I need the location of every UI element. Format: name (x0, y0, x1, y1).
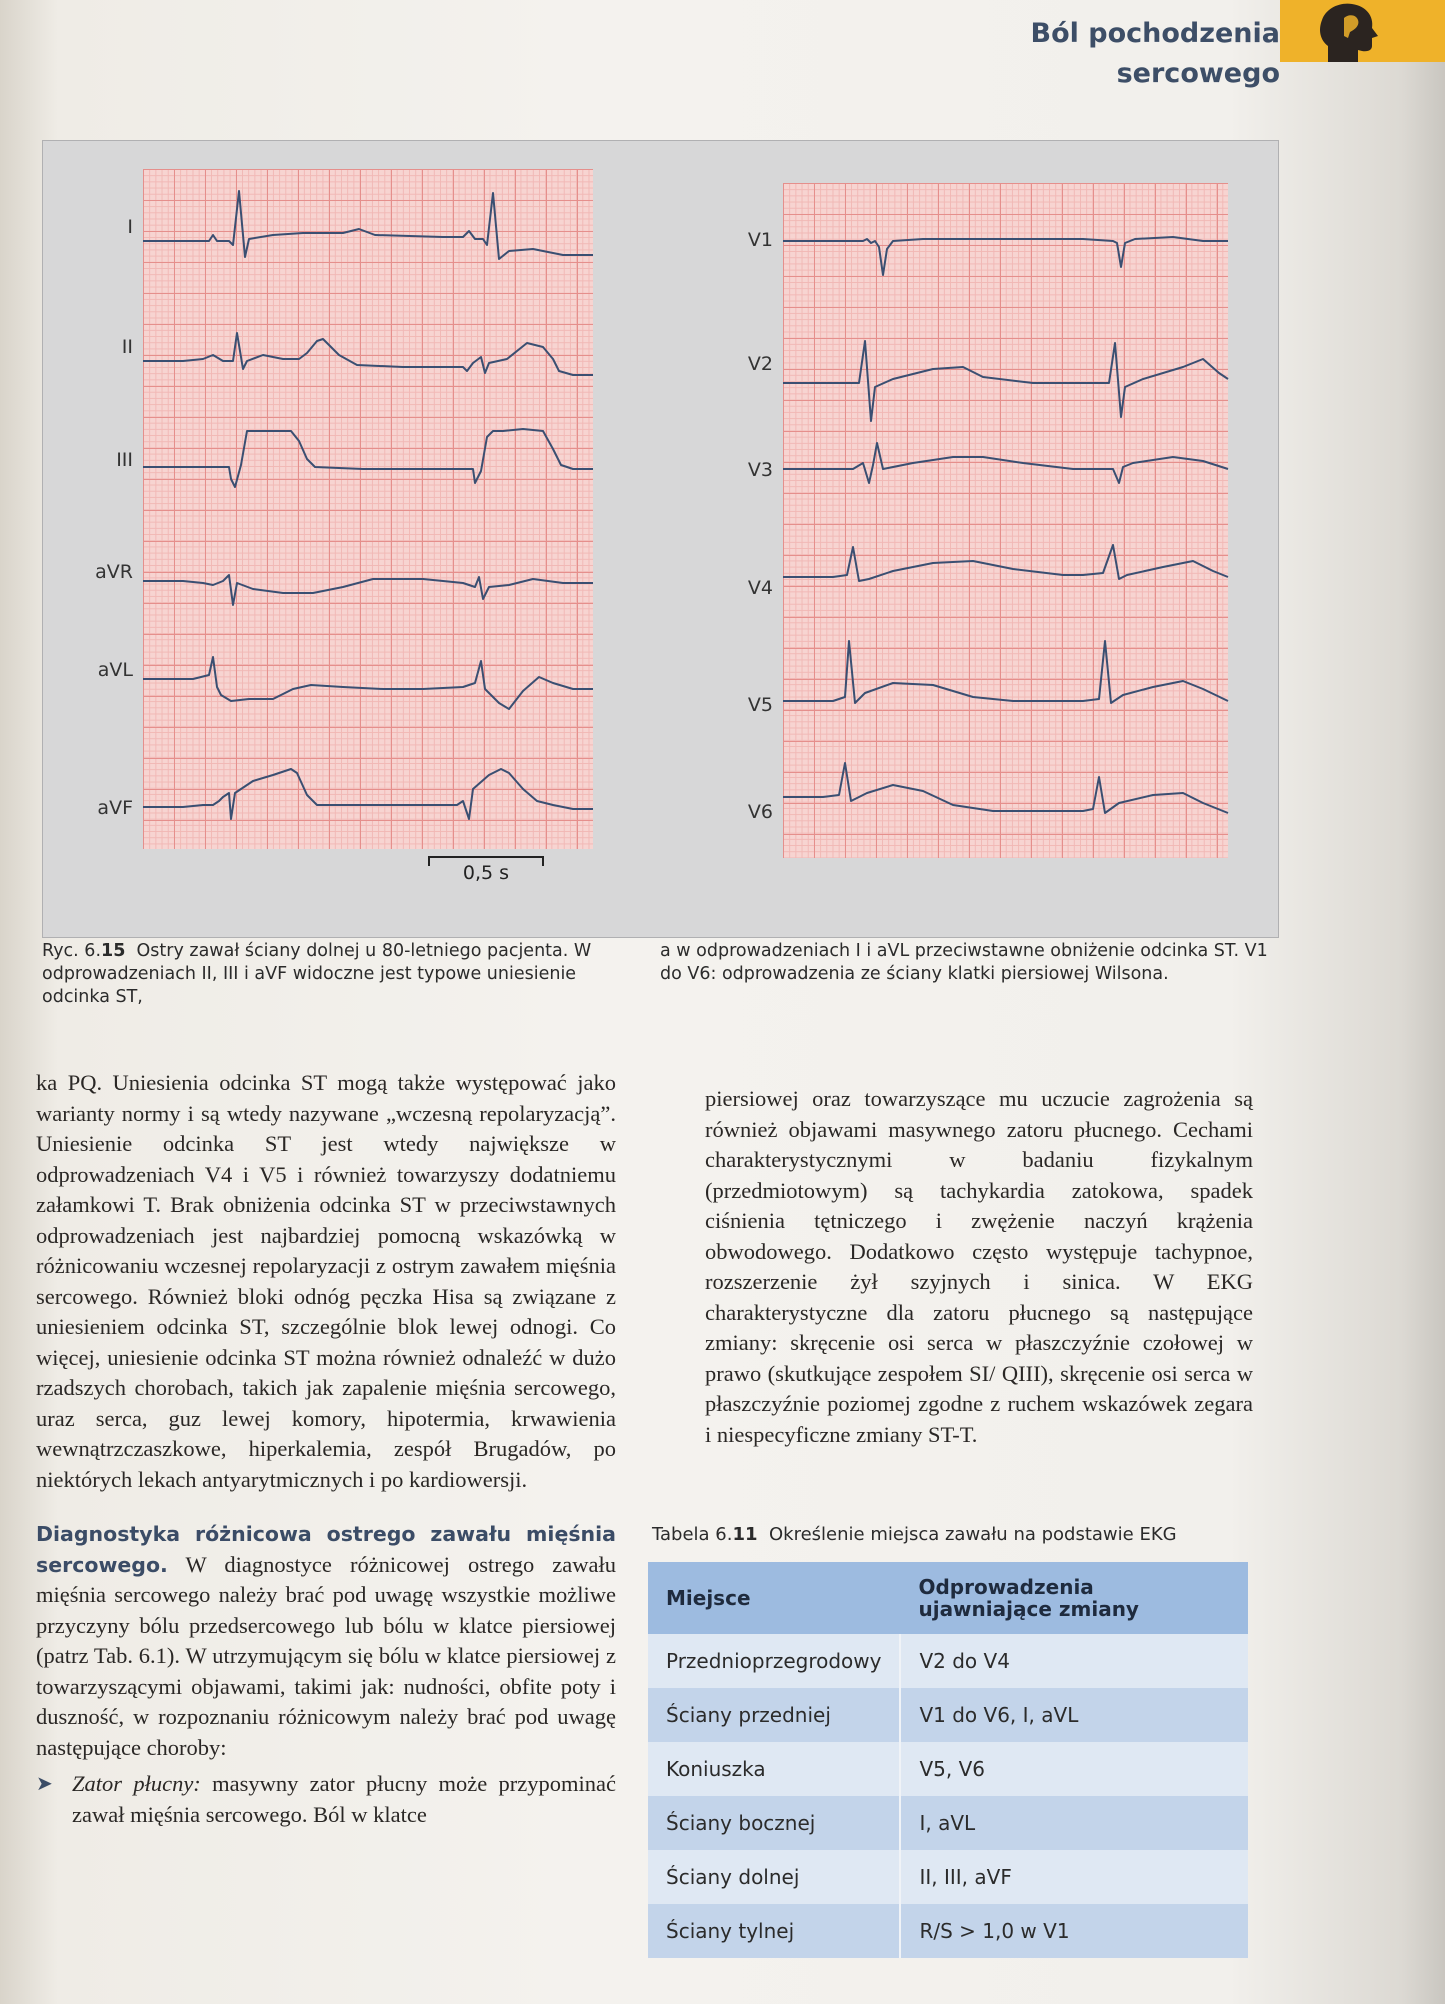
time-scale-label: 0,5 s (462, 862, 510, 884)
table-cell-leads: R/S > 1,0 w V1 (900, 1904, 1248, 1958)
table-cell-leads: II, III, aVF (900, 1850, 1248, 1904)
ecg-trace-V5 (783, 641, 1228, 703)
ecg-trace-V2 (783, 341, 1228, 421)
ecg-panel-limb-leads (143, 169, 593, 849)
bullet-text: masywny zator płucny może przypominać zawał mięśnia sercowego. Ból w klatce (72, 1771, 616, 1827)
table-cell-location: Ściany dolnej (648, 1850, 900, 1904)
section-body-differential: W diagnostyce różnicowej ostrego zawału mięśnia sercowego należy brać pod uwagę wszystkie możliwe przyczyny bólu przedsercowego lub bólu w klatce piersiowej (patrz Tab. 6.1). W utrzymującym się bólu w klatce piersiowej z towarzyszącymi objawami, takimi jak: nudności, obfite poty i duszność, w rozpoznaniu różnicowym należy brać pod uwagę następujące choroby: (36, 1551, 617, 1760)
running-header-title: Ból pochodzenia sercowego (1030, 18, 1280, 89)
lead-label-V6: V6 (747, 801, 773, 823)
table-row (648, 1688, 1248, 1742)
chapter-tab (1280, 0, 1445, 62)
infarct-location-table (648, 1562, 1248, 1958)
figure-caption-number: 15 (101, 941, 126, 961)
lead-label-V3: V3 (747, 459, 773, 481)
table-cell-leads: V5, V6 (900, 1742, 1248, 1796)
table-cell-location: Koniuszka (648, 1742, 900, 1796)
lead-label-aVF: aVF (97, 797, 133, 819)
ecg-trace-aVL (143, 657, 593, 709)
bullet-pulmonary-embolism (36, 1769, 616, 1830)
triangle-bullet-icon: ➤ (36, 1773, 53, 1795)
ecg-trace-aVR (143, 575, 593, 605)
table-caption-number: 11 (732, 1524, 758, 1545)
table-cell-location: Ściany bocznej (648, 1796, 900, 1850)
ecg-trace-V1 (783, 237, 1228, 275)
ecg-traces-limb (143, 169, 593, 849)
lead-label-aVR: aVR (95, 561, 133, 583)
ecg-figure (42, 140, 1279, 938)
table-header-row (648, 1562, 1248, 1634)
ecg-traces-precordial (783, 183, 1228, 858)
ecg-trace-V4 (783, 545, 1228, 581)
table-row (648, 1904, 1248, 1958)
table-cell-leads: V2 do V4 (900, 1634, 1248, 1688)
paragraph-st-elevation: ka PQ. Uniesienia odcinka ST mogą także występować jako warianty normy i są wtedy nazywane „wczesną repolaryzacją”. Uniesienie odcinka ST jest wtedy największe w odprowadzeniach V4 i V5 i również towarzyszy dodatniemu załamkowi T. Brak obniżenia odcinka ST w przeciwstawnych odprowadzeniach jest najbardziej pomocną wskazówką w różnicowaniu wczesnej repolaryzacji z ostrym zawałem mięśnia sercowego. Również bloki odnóg pęczka Hisa są związane z uniesieniem odcinka ST, szczególnie blok lewej odnogi. Co więcej, uniesienie odcinka ST można również odnaleźć w dużo rzadszych chorobach, takich jak zapalenie mięśnia sercowego, uraz serca, guz lewej komory, hipotermia, krwawienia wewnątrzczaszkowe, hiperkalemia, zespół Brugadów, po niektórych lekach antyarytmicznych i po kardiowersji. (36, 1070, 616, 1492)
table-row (648, 1850, 1248, 1904)
ecg-panel-precordial-leads (783, 183, 1228, 858)
lead-label-V2: V2 (747, 353, 773, 375)
table-cell-location: Ściany przedniej (648, 1688, 900, 1742)
table-caption (652, 1524, 1252, 1545)
table-row (648, 1634, 1248, 1688)
table-cell-location: Przednioprzegrodowy (648, 1634, 900, 1688)
ecg-trace-V3 (783, 443, 1228, 483)
ecg-trace-I (143, 191, 593, 259)
paragraph-differential-diagnosis (36, 1519, 616, 1763)
table-row (648, 1742, 1248, 1796)
table-header-location: Miejsce (648, 1562, 900, 1634)
paragraph-pulmonary-embolism-cont: piersiowej oraz towarzyszące mu uczucie zagrożenia są również objawami masywnego zatoru płucnego. Cechami charakterystycznymi w badaniu fizykalnym (przedmiotowym) są tachykardia zatokowa, spadek ciśnienia tętniczego i zwężenie naczyń krążenia obwodowego. Dodatkowo często występuje tachypnoe, rozszerzenie żył szyjnych i sinica. W EKG charakterystyczne dla zatoru płucnego są następujące zmiany: skręcenie osi serca w płaszczyźnie czołowej w prawo (skutkujące zespołem SI/ QIII), skręcenie osi serca w płaszczyźnie poziomej zgodne z ruchem wskazówek zegara i niespecyficzne zmiany ST-T. (705, 1086, 1253, 1447)
lead-label-V1: V1 (747, 229, 773, 251)
ecg-trace-aVF (143, 769, 593, 819)
lead-label-aVL: aVL (97, 659, 133, 681)
body-column-right (705, 1084, 1253, 1450)
figure-caption-left (42, 940, 624, 1009)
figure-caption-text-left: Ostry zawał ściany dolnej u 80-letniego pacjenta. W odprowadzeniach II, III i aVF widoczne jest typowe uniesienie odcinka ST, (42, 941, 592, 1007)
lead-label-III: III (116, 449, 133, 471)
table-caption-label: Tabela 6. (652, 1524, 733, 1545)
lead-label-I: I (127, 216, 133, 238)
lead-label-V5: V5 (747, 694, 773, 716)
figure-caption-right: a w odprowadzeniach I i aVL przeciwstawne obniżenie odcinka ST. V1 do V6: odprowadzenia ze ściany klatki piersiowej Wilsona. (660, 941, 1268, 984)
table-cell-leads: V1 do V6, I, aVL (900, 1688, 1248, 1742)
head-profile-icon (1314, 0, 1384, 62)
table-cell-location: Ściany tylnej (648, 1904, 900, 1958)
figure-caption-label: Ryc. 6. (42, 941, 102, 961)
ecg-trace-II (143, 333, 593, 375)
section-heading-differential: Diagnostyka różnicowa ostrego zawału mięśnia sercowego. (36, 1522, 616, 1577)
ecg-trace-V6 (783, 763, 1228, 813)
table-cell-leads: I, aVL (900, 1796, 1248, 1850)
bullet-term: Zator płucny: (72, 1771, 201, 1796)
table-caption-text: Określenie miejsca zawału na podstawie EKG (769, 1524, 1177, 1545)
table-header-leads: Odprowadzenia ujawniające zmiany (900, 1562, 1248, 1634)
table-row (648, 1796, 1248, 1850)
body-column-left (36, 1068, 616, 1830)
ecg-trace-III (143, 429, 593, 487)
lead-label-II: II (121, 336, 133, 358)
lead-label-V4: V4 (747, 577, 773, 599)
